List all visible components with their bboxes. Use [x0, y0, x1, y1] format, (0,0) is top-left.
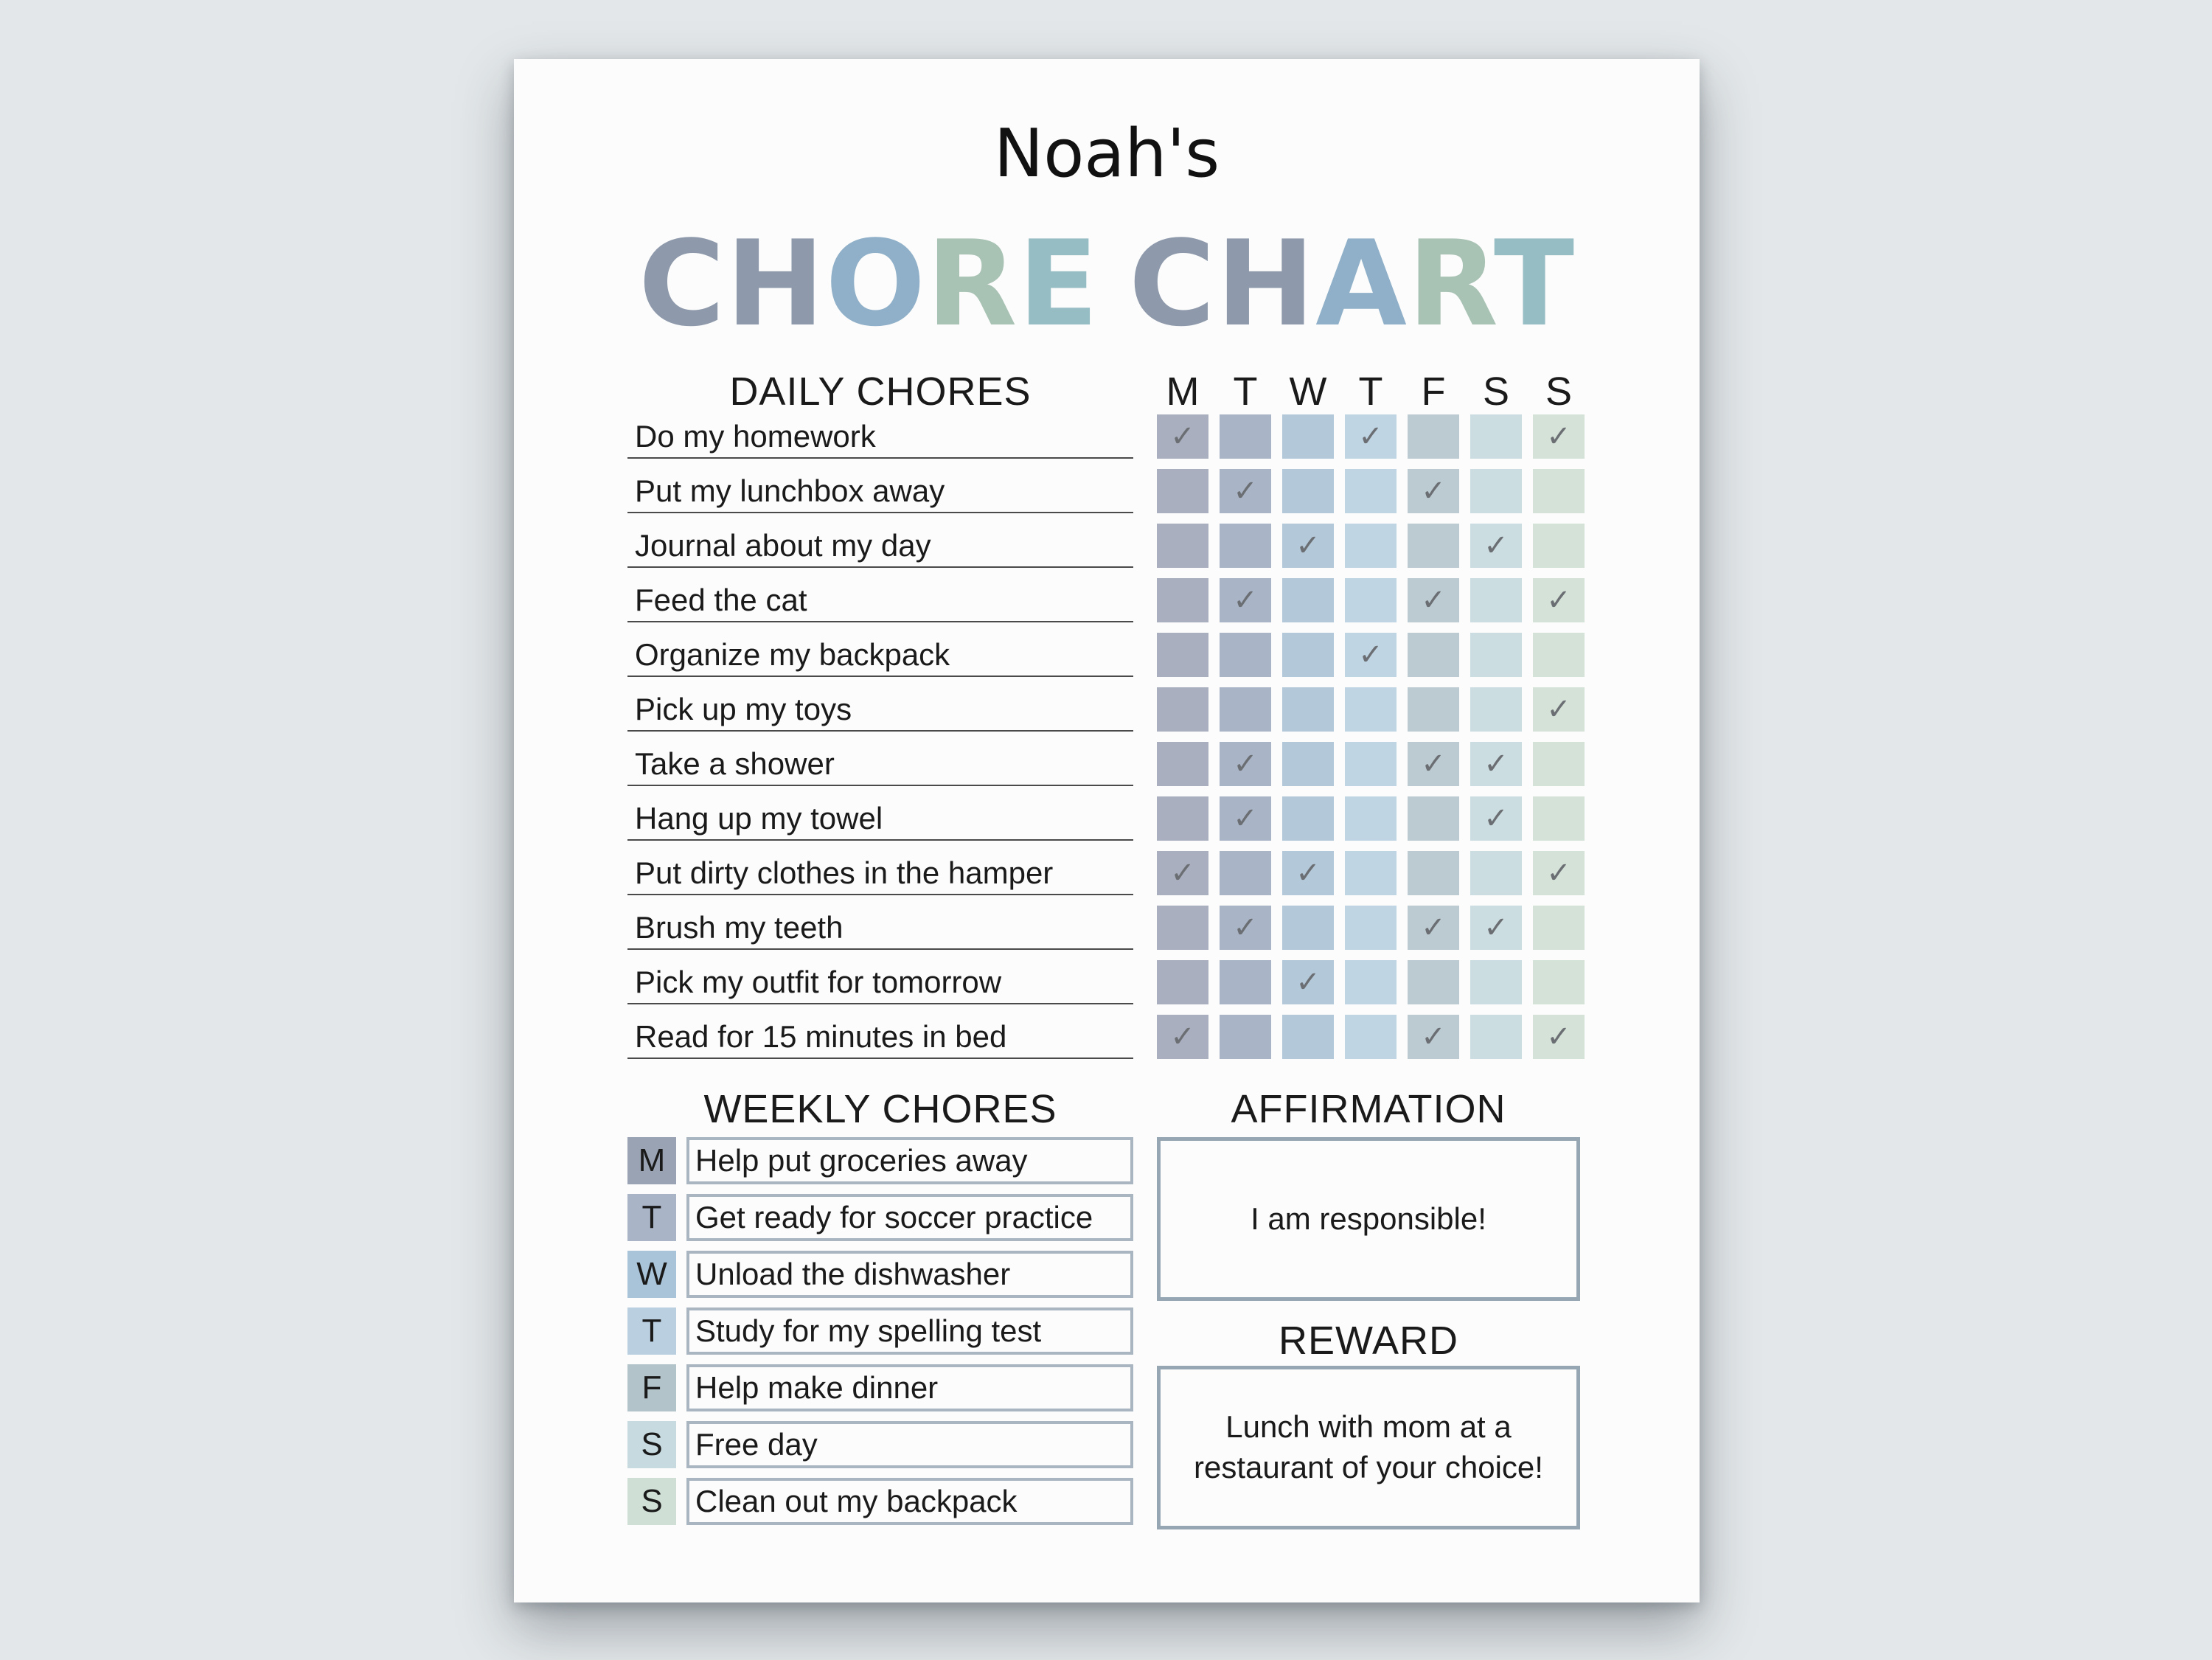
checkmark-icon: ✓ [1233, 911, 1258, 945]
chore-checkbox[interactable] [1408, 851, 1459, 895]
chore-checkbox[interactable] [1533, 742, 1585, 786]
day-column-header: S [1482, 369, 1510, 414]
checkmark-icon: ✓ [1421, 747, 1446, 781]
chore-checkbox[interactable] [1220, 1015, 1271, 1059]
chore-checkbox[interactable] [1533, 469, 1585, 513]
weekly-chores-heading: WEEKLY CHORES [703, 1087, 1057, 1131]
chore-checkbox[interactable] [1345, 906, 1397, 950]
chore-checkbox[interactable] [1220, 633, 1271, 677]
chore-checkbox[interactable] [1470, 524, 1522, 568]
chore-checkbox[interactable] [1533, 633, 1585, 677]
chore-checkbox[interactable] [1345, 469, 1397, 513]
checkmark-icon: ✓ [1421, 911, 1446, 945]
weekly-day-label: T [627, 1307, 676, 1355]
daily-chore-label: Put dirty clothes in the hamper [627, 851, 1133, 895]
checkmark-icon: ✓ [1295, 856, 1321, 890]
daily-chore-label: Journal about my day [627, 524, 1133, 568]
chore-checkbox[interactable] [1470, 796, 1522, 841]
chore-checkbox[interactable] [1220, 414, 1271, 459]
chore-checkbox[interactable] [1533, 524, 1585, 568]
title-letter: R [1407, 215, 1494, 353]
chore-checkbox[interactable] [1345, 414, 1397, 459]
chore-checkbox[interactable] [1157, 960, 1208, 1004]
chore-checkbox[interactable] [1157, 633, 1208, 677]
chore-checkbox[interactable] [1220, 578, 1271, 622]
chore-checkbox[interactable] [1282, 687, 1334, 732]
title-letter: H [726, 215, 826, 353]
weekly-day-label: W [627, 1251, 676, 1298]
checkmark-icon: ✓ [1233, 747, 1258, 781]
reward-text-line-1: Lunch with mom at a [1225, 1409, 1512, 1445]
checkmark-icon: ✓ [1546, 856, 1571, 890]
checkmark-icon: ✓ [1295, 529, 1321, 563]
chore-checkbox[interactable] [1470, 742, 1522, 786]
weekly-day-label: F [627, 1364, 676, 1411]
child-name: Noah's [993, 115, 1220, 192]
chore-checkbox[interactable] [1533, 687, 1585, 732]
chore-checkbox[interactable] [1157, 524, 1208, 568]
chore-checkbox[interactable] [1408, 687, 1459, 732]
chore-checkbox[interactable] [1533, 906, 1585, 950]
chore-checkbox[interactable] [1533, 960, 1585, 1004]
chore-checkbox[interactable] [1408, 633, 1459, 677]
daily-chore-label: Do my homework [627, 414, 1133, 459]
weekly-chore-field: Unload the dishwasher [686, 1251, 1133, 1298]
weekly-day-label: S [627, 1421, 676, 1468]
chore-checkbox[interactable] [1345, 1015, 1397, 1059]
chore-checkbox[interactable] [1408, 796, 1459, 841]
checkmark-icon: ✓ [1358, 420, 1383, 454]
weekly-day-label: T [627, 1194, 676, 1241]
chore-checkbox[interactable] [1282, 633, 1334, 677]
checkmark-icon: ✓ [1295, 965, 1321, 999]
day-column-header: T [1358, 369, 1383, 414]
chore-checkbox[interactable] [1470, 851, 1522, 895]
chore-checkbox[interactable] [1282, 742, 1334, 786]
chore-checkbox[interactable] [1470, 1015, 1522, 1059]
day-column-header: S [1545, 369, 1573, 414]
chore-checkbox[interactable] [1470, 414, 1522, 459]
chore-checkbox[interactable] [1345, 633, 1397, 677]
weekly-chore-field: Study for my spelling test [686, 1307, 1133, 1355]
chore-checkbox[interactable] [1220, 960, 1271, 1004]
reward-heading: REWARD [1279, 1319, 1458, 1363]
chore-checkbox[interactable] [1345, 742, 1397, 786]
weekly-chore-field: Help put groceries away [686, 1137, 1133, 1184]
chore-checkbox[interactable] [1470, 906, 1522, 950]
title-letter: T [1493, 215, 1576, 353]
chore-checkbox[interactable] [1408, 578, 1459, 622]
chore-checkbox[interactable] [1345, 687, 1397, 732]
daily-chore-label: Organize my backpack [627, 633, 1133, 677]
checkmark-icon: ✓ [1484, 802, 1509, 836]
title-letter: H [1216, 215, 1316, 353]
chore-checkbox[interactable] [1345, 960, 1397, 1004]
chore-checkbox[interactable] [1220, 796, 1271, 841]
checkmark-icon: ✓ [1421, 583, 1446, 617]
chore-checkbox[interactable] [1408, 906, 1459, 950]
chore-checkbox[interactable] [1533, 1015, 1585, 1059]
checkmark-icon: ✓ [1358, 638, 1383, 672]
chore-checkbox[interactable] [1157, 687, 1208, 732]
chore-checkbox[interactable] [1157, 578, 1208, 622]
chore-checkbox[interactable] [1157, 906, 1208, 950]
daily-chore-label: Pick my outfit for tomorrow [627, 960, 1133, 1004]
chore-checkbox[interactable] [1220, 851, 1271, 895]
weekly-chore-field: Get ready for soccer practice [686, 1194, 1133, 1241]
chore-checkbox[interactable] [1157, 469, 1208, 513]
title-letter: R [926, 215, 1018, 353]
daily-chore-label: Hang up my towel [627, 796, 1133, 841]
chore-checkbox[interactable] [1470, 469, 1522, 513]
checkmark-icon: ✓ [1421, 474, 1446, 508]
chore-checkbox[interactable] [1282, 851, 1334, 895]
chore-checkbox[interactable] [1408, 1015, 1459, 1059]
title-letter: C [1128, 215, 1217, 353]
daily-chore-label: Brush my teeth [627, 906, 1133, 950]
chore-checkbox[interactable] [1470, 960, 1522, 1004]
chore-checkbox[interactable] [1533, 578, 1585, 622]
reward-text-line-2: restaurant of your choice! [1194, 1450, 1543, 1484]
chore-checkbox[interactable] [1282, 1015, 1334, 1059]
chore-checkbox[interactable] [1408, 742, 1459, 786]
daily-chore-label: Feed the cat [627, 578, 1133, 622]
daily-chore-label: Pick up my toys [627, 687, 1133, 732]
chore-checkbox[interactable] [1282, 960, 1334, 1004]
chore-checkbox[interactable] [1157, 851, 1208, 895]
chore-checkbox[interactable] [1408, 524, 1459, 568]
weekly-day-label: S [627, 1478, 676, 1525]
chore-checkbox[interactable] [1345, 578, 1397, 622]
chore-checkbox[interactable] [1220, 906, 1271, 950]
title-letter: O [825, 215, 927, 353]
chore-chart-sheet [514, 59, 1700, 1602]
chore-checkbox[interactable] [1470, 687, 1522, 732]
weekly-chore-field: Clean out my backpack [686, 1478, 1133, 1525]
chore-checkbox[interactable] [1470, 633, 1522, 677]
chore-checkbox[interactable] [1282, 414, 1334, 459]
chore-checkbox[interactable] [1220, 524, 1271, 568]
checkmark-icon: ✓ [1170, 420, 1195, 454]
chart-title [514, 210, 1700, 358]
affirmation-box [1157, 1137, 1580, 1301]
day-column-header: W [1289, 369, 1327, 414]
chore-checkbox[interactable] [1220, 687, 1271, 732]
chore-checkbox[interactable] [1408, 414, 1459, 459]
chore-checkbox[interactable] [1157, 1015, 1208, 1059]
checkmark-icon: ✓ [1484, 529, 1509, 563]
chore-checkbox[interactable] [1408, 960, 1459, 1004]
weekly-chore-field: Help make dinner [686, 1364, 1133, 1411]
checkmark-icon: ✓ [1421, 1020, 1446, 1054]
title-letter: E [1018, 215, 1099, 353]
checkmark-icon: ✓ [1233, 474, 1258, 508]
title-letter: A [1315, 215, 1408, 353]
chore-checkbox[interactable] [1220, 469, 1271, 513]
day-column-header: F [1421, 369, 1446, 414]
title-letter: C [638, 215, 726, 353]
chore-checkbox[interactable] [1157, 796, 1208, 841]
weekly-day-label: M [627, 1137, 676, 1184]
chore-checkbox[interactable] [1282, 578, 1334, 622]
day-column-header: T [1233, 369, 1258, 414]
weekly-chore-field: Free day [686, 1421, 1133, 1468]
chore-checkbox[interactable] [1157, 742, 1208, 786]
chore-checkbox[interactable] [1220, 742, 1271, 786]
reward-box [1157, 1366, 1580, 1529]
chore-checkbox[interactable] [1345, 851, 1397, 895]
chore-checkbox[interactable] [1533, 796, 1585, 841]
chore-checkbox[interactable] [1470, 578, 1522, 622]
chore-checkbox[interactable] [1282, 906, 1334, 950]
daily-chore-label: Take a shower [627, 742, 1133, 786]
daily-chore-label: Put my lunchbox away [627, 469, 1133, 513]
chore-checkbox[interactable] [1282, 469, 1334, 513]
checkmark-icon: ✓ [1546, 583, 1571, 617]
chore-checkbox[interactable] [1345, 796, 1397, 841]
chore-checkbox[interactable] [1345, 524, 1397, 568]
chore-checkbox[interactable] [1408, 469, 1459, 513]
checkmark-icon: ✓ [1546, 420, 1571, 454]
chore-checkbox[interactable] [1157, 414, 1208, 459]
affirmation-text: I am responsible! [1251, 1201, 1486, 1236]
chore-checkbox[interactable] [1282, 796, 1334, 841]
checkmark-icon: ✓ [1170, 856, 1195, 890]
chore-checkbox[interactable] [1533, 851, 1585, 895]
chore-checkbox[interactable] [1282, 524, 1334, 568]
chore-checkbox[interactable] [1533, 414, 1585, 459]
affirmation-heading: AFFIRMATION [1231, 1087, 1506, 1131]
checkmark-icon: ✓ [1546, 1020, 1571, 1054]
checkmark-icon: ✓ [1233, 583, 1258, 617]
daily-chores-heading: DAILY CHORES [729, 369, 1032, 414]
checkmark-icon: ✓ [1546, 692, 1571, 726]
checkmark-icon: ✓ [1170, 1020, 1195, 1054]
day-column-header: M [1166, 369, 1200, 414]
checkmark-icon: ✓ [1233, 802, 1258, 836]
checkmark-icon: ✓ [1484, 747, 1509, 781]
daily-chore-label: Read for 15 minutes in bed [627, 1015, 1133, 1059]
checkmark-icon: ✓ [1484, 911, 1509, 945]
